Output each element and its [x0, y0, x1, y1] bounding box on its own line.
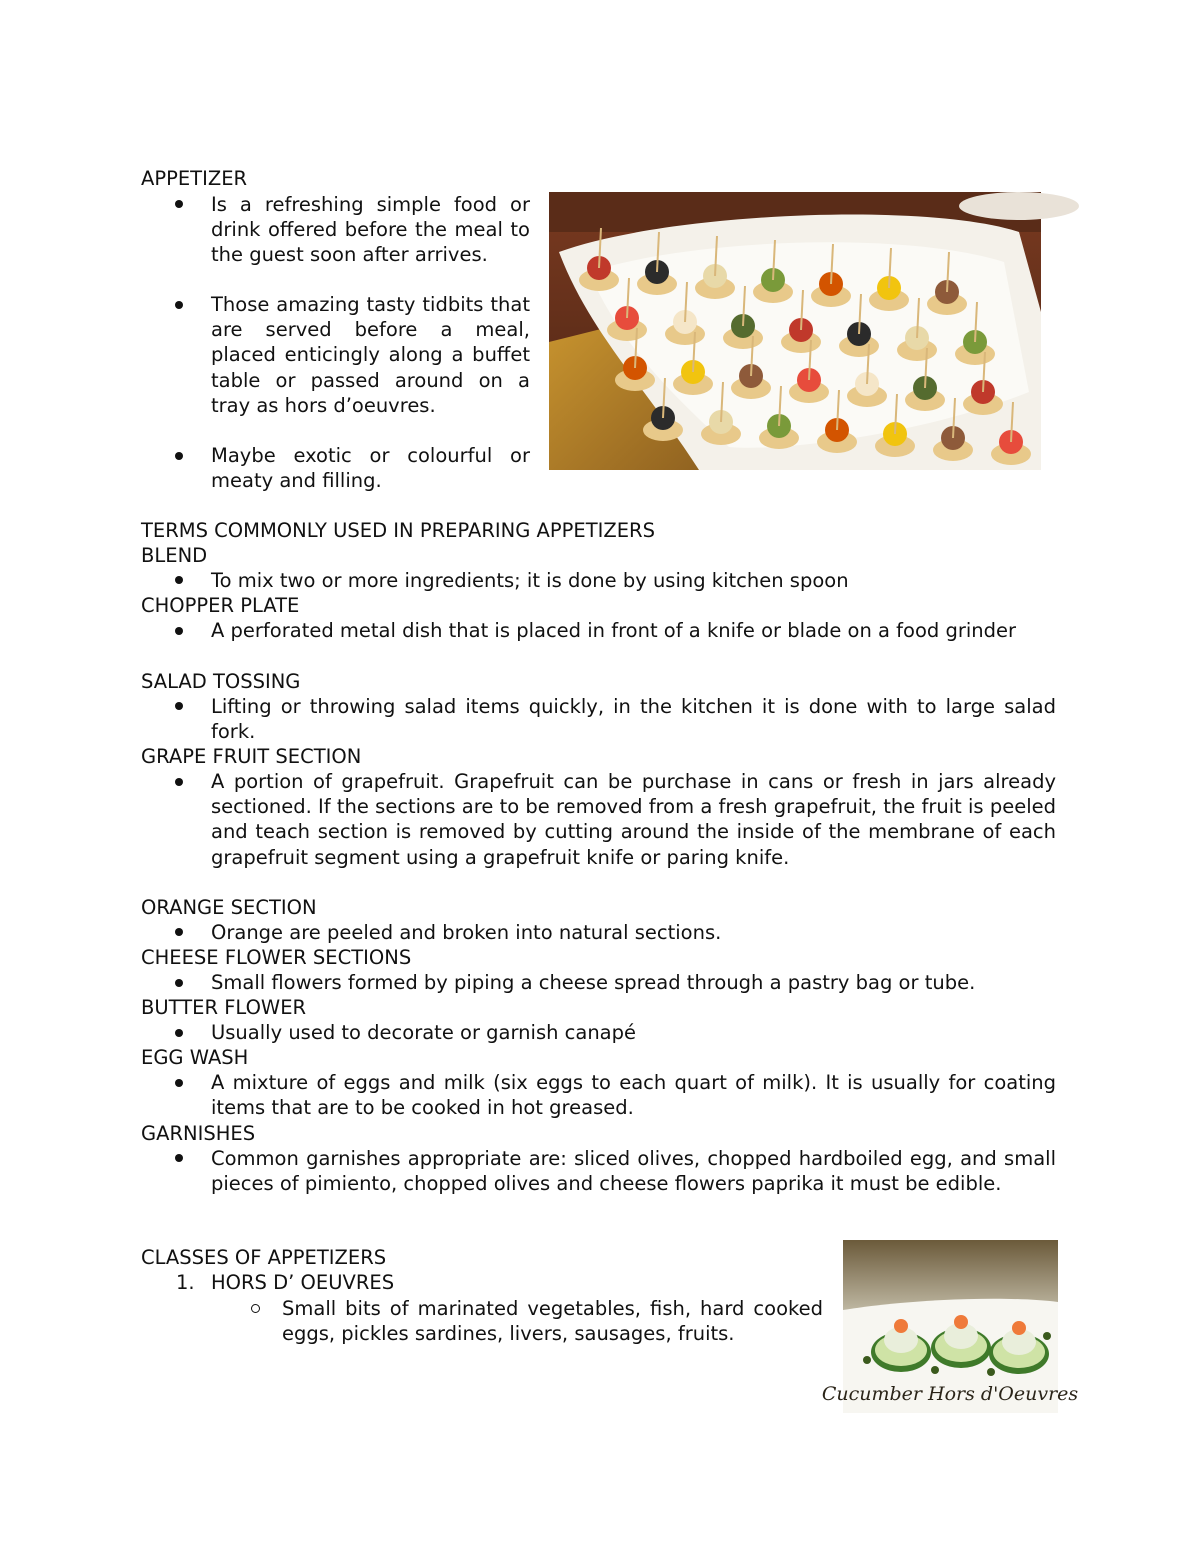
- term-blend: BLEND: [141, 544, 208, 567]
- appetizer-bullet-1: Is a refreshing simple food or drink offered before the meal to the guest soon after arrives.: [211, 193, 530, 267]
- class-hors-doeuvres-desc: Small bits of marinated vegetables, fish, hard cooked eggs, pickles sardines, livers, sausages, fruits.: [282, 1297, 823, 1346]
- bullet-dot: [175, 301, 183, 309]
- circle-bullet: [251, 1304, 260, 1313]
- term-egg-wash: EGG WASH: [141, 1046, 249, 1069]
- bullet-dot: [175, 928, 183, 936]
- photo-caption: Cucumber Hors d'Oeuvres: [821, 1383, 1079, 1405]
- bullet-dot: [175, 979, 183, 987]
- term-grape-fruit-desc: A portion of grapefruit. Grapefruit can be purchase in cans or fresh in jars already sectioned. If the sections are to be removed from a fresh grapefruit, the fruit is peeled and teach section is removed by cutting around the inside of the membrane of each grapefruit segment using a grapefruit knife or paring knife.: [211, 770, 1056, 869]
- bullet-dot: [175, 778, 183, 786]
- cucumber-hors-doeuvres-photo: [821, 1240, 1079, 1413]
- term-salad-tossing: SALAD TOSSING: [141, 670, 301, 693]
- class-number: 1.: [176, 1271, 195, 1294]
- term-salad-tossing-desc: Lifting or throwing salad items quickly, in the kitchen it is done with to large salad fork.: [211, 695, 1056, 744]
- appetizer-platter-photo: [549, 192, 1041, 470]
- appetizer-bullet-2: Those amazing tasty tidbits that are served before a meal, placed enticingly along a buffet table or passed around on a tray as hors d’oeuvres.: [211, 293, 530, 417]
- appetizer-bullet-3: Maybe exotic or colourful or meaty and filling.: [211, 444, 530, 493]
- bullet-dot: [175, 702, 183, 710]
- bullet-dot: [175, 200, 183, 208]
- term-butter-flower-desc: Usually used to decorate or garnish canapé: [211, 1021, 637, 1044]
- bullet-dot: [175, 1079, 183, 1087]
- term-orange-section: ORANGE SECTION: [141, 896, 317, 919]
- bullet-dot: [175, 576, 183, 584]
- classes-heading: CLASSES OF APPETIZERS: [141, 1246, 387, 1269]
- bullet-dot: [175, 1154, 183, 1162]
- term-blend-desc: To mix two or more ingredients; it is done by using kitchen spoon: [211, 569, 849, 592]
- term-grape-fruit-section: GRAPE FRUIT SECTION: [141, 745, 362, 768]
- term-garnishes-desc: Common garnishes appropriate are: sliced olives, chopped hardboiled egg, and small pieces of pimiento, chopped olives and cheese flowers paprika it must be edible.: [211, 1147, 1056, 1196]
- term-egg-wash-desc: A mixture of eggs and milk (six eggs to each quart of milk). It is usually for coating items that are to be cooked in hot greased.: [211, 1071, 1056, 1120]
- class-name-hors-doeuvres: HORS D’ OEUVRES: [211, 1271, 395, 1294]
- term-cheese-flower-desc: Small flowers formed by piping a cheese spread through a pastry bag or tube.: [211, 971, 976, 994]
- appetizer-heading: APPETIZER: [141, 167, 248, 190]
- bullet-dot: [175, 627, 183, 635]
- term-chopper-plate-desc: A perforated metal dish that is placed in front of a knife or blade on a food grinder: [211, 619, 1017, 642]
- term-chopper-plate: CHOPPER PLATE: [141, 594, 300, 617]
- bullet-dot: [175, 1029, 183, 1037]
- term-cheese-flower: CHEESE FLOWER SECTIONS: [141, 946, 412, 969]
- term-garnishes: GARNISHES: [141, 1122, 256, 1145]
- terms-heading: TERMS COMMONLY USED IN PREPARING APPETIZERS: [141, 519, 655, 542]
- bullet-dot: [175, 452, 183, 460]
- term-butter-flower: BUTTER FLOWER: [141, 996, 307, 1019]
- term-orange-section-desc: Orange are peeled and broken into natural sections.: [211, 921, 722, 944]
